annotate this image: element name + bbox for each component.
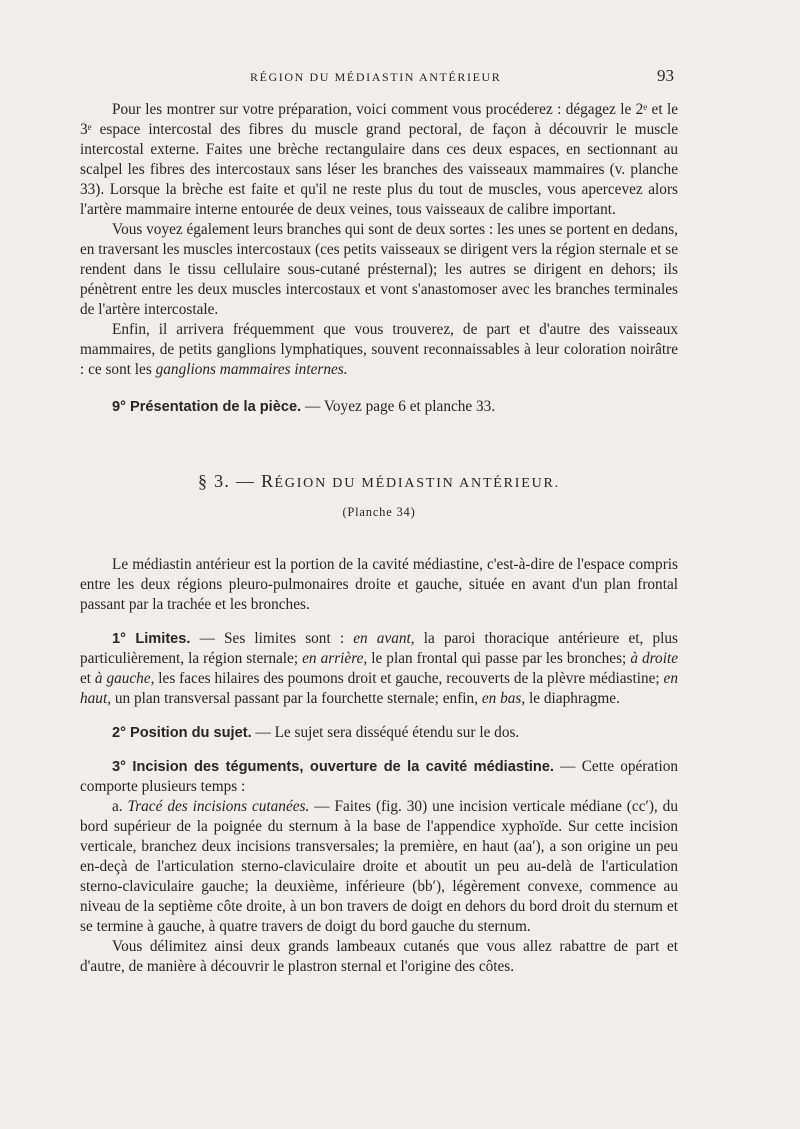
limites-a: — Ses limites sont : xyxy=(190,630,354,647)
section-title-text: ÉGION DU MÉDIASTIN ANTÉRIEUR. xyxy=(274,476,560,491)
trace-text: — Faites (fig. 30) une incision verticale médiane (cc′), du bord supérieur de la poignée du sternum à la base de l'appendice xyphoïde. Sur cette incision verticale, branchez deux incisions transversales; la première, en haut (aa′), a son origine un peu en-deçà de l'articulation sterno-claviculaire droite et aboutit un peu au-delà de l'articulation sterno-claviculaire gauche; la deuxième, inférieure (bb′), légèrement convexe, commence au niveau de la septième côte droite, à un bon travers de doigt en dehors du bord droit du sternum et se termine à gauche, à quatre travers de doigt du bord gauche du sternum. xyxy=(80,798,678,935)
paragraph-presentation xyxy=(80,397,678,417)
running-title: RÉGION DU MÉDIASTIN ANTÉRIEUR xyxy=(250,70,502,84)
paragraph-incision xyxy=(80,757,678,797)
limites-em4: à gauche, xyxy=(94,670,155,687)
paragraph-position xyxy=(80,723,678,743)
section-title xyxy=(80,471,678,494)
paragraph-trace xyxy=(80,797,678,937)
position-heading: 2° Position du sujet. xyxy=(112,725,252,741)
limites-heading: 1° Limites. xyxy=(112,631,191,647)
section-plate: (Planche 34) xyxy=(342,505,416,519)
paragraph-definition: Le médiastin antérieur est la portion de la cavité médiastine, c'est-à-dire de l'espace compris entre les deux régions pleuro-pulmonaires droite et gauche, située en avant d'un plan frontal passant par la trachée et les bronches. xyxy=(80,556,678,613)
trace-letter: a. xyxy=(112,798,128,815)
paragraph-limites xyxy=(80,629,678,709)
limites-em6: en bas, xyxy=(481,690,526,707)
limites-g: le diaphragme. xyxy=(525,690,620,707)
presentation-heading: 9° Présentation de la pièce. xyxy=(112,399,302,415)
limites-d: et xyxy=(80,670,95,687)
body-text xyxy=(80,100,678,977)
section-prefix: § 3. — R xyxy=(198,471,275,491)
paragraph-lambeaux: Vous délimitez ainsi deux grands lambeaux cutanés que vous allez rabattre de part et d'autre, de manière à découvrir le plastron sternal et l'origine des côtes. xyxy=(80,938,678,975)
presentation-text: — Voyez page 6 et planche 33. xyxy=(301,398,496,415)
position-text: — Le sujet sera disséqué étendu sur le dos. xyxy=(251,724,520,741)
page-number: 93 xyxy=(657,66,674,85)
limites-em3: à droite xyxy=(630,650,678,667)
limites-c: le plan frontal qui passe par les bronches; xyxy=(367,650,631,667)
incision-text: — Cette opération comporte plusieurs temps : xyxy=(80,758,678,795)
paragraph-dissection: Pour les montrer sur votre préparation, voici comment vous procéderez : dégagez le 2ᵉ et le 3ᵉ espace intercostal des fibres du muscle grand pectoral, de façon à découvrir le muscle intercostal externe. Faites une brèche rectangulaire dans ces deux espaces, en sectionnant au scalpel les fibres des intercostaux sans léser les branches des vaisseaux mammaires (v. planche 33). Lorsque la brèche est faite et qu'il ne reste plus du tout de muscles, vous apercevez alors l'artère mammaire interne entourée de deux veines, tous vaisseaux de calibre important. xyxy=(80,101,678,218)
limites-f: un plan transversal passant par la fourchette sternale; enfin, xyxy=(111,690,482,707)
limites-em2: en arrière, xyxy=(302,650,368,667)
limites-b: la paroi thoracique antérieure et, plus particulièrement, la région sternale; xyxy=(80,630,678,667)
paragraph-ganglions xyxy=(80,320,678,380)
limites-em5: en haut, xyxy=(80,670,678,707)
incision-heading: 3° Incision des téguments, ouverture de la cavité médiastine. xyxy=(112,759,554,775)
ganglions-term: ganglions mammaires internes. xyxy=(155,361,348,378)
ganglions-text: Enfin, il arrivera fréquemment que vous trouverez, de part et d'autre des vaisseaux mammaires, de petits ganglions lymphatiques, souvent reconnaissables à leur coloration noirâtre : ce sont les xyxy=(80,321,678,378)
limites-e: les faces hilaires des poumons droit et gauche, recouverts de la plèvre médiastine; xyxy=(154,670,664,687)
limites-em1: en avant, xyxy=(353,630,415,647)
paragraph-branches: Vous voyez également leurs branches qui sont de deux sortes : les unes se portent en dedans, en traversant les muscles intercostaux (ces petits vaisseaux se dirigent vers la région sternale et se rendent dans le tissu cellulaire sous-cutané présternal); les autres se dirigent en dehors; ils pénètrent entre les deux muscles intercostaux et vont s'anastomoser avec les branches terminales de l'artère intercostale. xyxy=(80,221,678,318)
trace-heading: Tracé des incisions cutanées. xyxy=(127,798,310,815)
